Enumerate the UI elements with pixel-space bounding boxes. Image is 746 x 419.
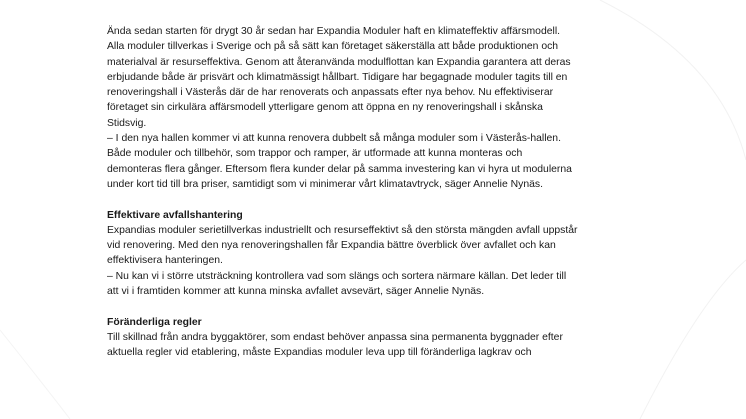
section-heading: Effektivare avfallshantering [107, 209, 243, 221]
body-line: Stidsvig. [107, 117, 147, 129]
body-line: erbjudande både är prisvärt och klimatmässigt hållbart. Tidigare har begagnade moduler tagits till en [107, 71, 568, 83]
body-line: Alla moduler tillverkas i Sverige och på så sätt kan företaget säkerställa att både produktionen och [107, 41, 559, 53]
body-line: Expandias moduler serietillverkas industriellt och resurseffektivt så den största mängden avfall uppstår [107, 224, 578, 236]
article-body [107, 24, 667, 361]
body-line: effektivisera hanteringen. [107, 255, 223, 267]
body-line: Ända sedan starten för drygt 30 år sedan har Expandia Moduler haft en klimateffektiv affärsmodell. [107, 26, 561, 37]
body-line: Till skillnad från andra byggaktörer, som endast behöver anpassa sina permanenta byggnader efter [107, 331, 563, 343]
body-line: demonteras flera gånger. Eftersom flera kunder delar på samma investering kan vi hyra ut modulerna [107, 163, 572, 175]
paragraph-spacer [107, 192, 667, 207]
decorative-curve [0, 330, 70, 419]
body-line: – Nu kan vi i större utsträckning kontrollera vad som slängs och sortera närmare källan. Det leder till [107, 270, 567, 282]
body-line: företaget sin cirkulära affärsmodell ytterligare genom att öppna en ny renoveringshall i skånska [107, 102, 543, 114]
body-line: aktuella regler vid etablering, måste Expandias moduler leva upp till föränderliga lagkrav och [107, 347, 532, 359]
section-heading: Föränderliga regler [107, 316, 202, 328]
body-line: – I den nya hallen kommer vi att kunna renovera dubbelt så många moduler som i Västerås-hallen. [107, 133, 561, 145]
body-line: renoveringshall i Västerås där de har renoverats och anpassats efter nya behov. Nu effektiviserar [107, 87, 554, 99]
body-line: Både moduler och tillbehör, som trappor och ramper, är utformade att kunna monteras och [107, 148, 523, 160]
paragraph-spacer [107, 299, 667, 314]
body-line: att vi i framtiden kommer att kunna minska avfallet avsevärt, säger Annelie Nynäs. [107, 286, 485, 298]
section-changing-rules [107, 315, 667, 361]
section-waste-handling [107, 208, 667, 300]
body-line: under kort tid till bra priser, samtidigt som vi minimerar vårt klimatavtryck, säger Annelie Nynäs. [107, 178, 543, 190]
body-line: vid renovering. Med den nya renoveringshallen får Expandia bättre överblick över avfallet och kan [107, 240, 556, 252]
intro-paragraph [107, 24, 667, 192]
body-line: materialval är resurseffektiva. Genom att återanvända modulflottan kan Expandia garantera att deras [107, 56, 571, 68]
